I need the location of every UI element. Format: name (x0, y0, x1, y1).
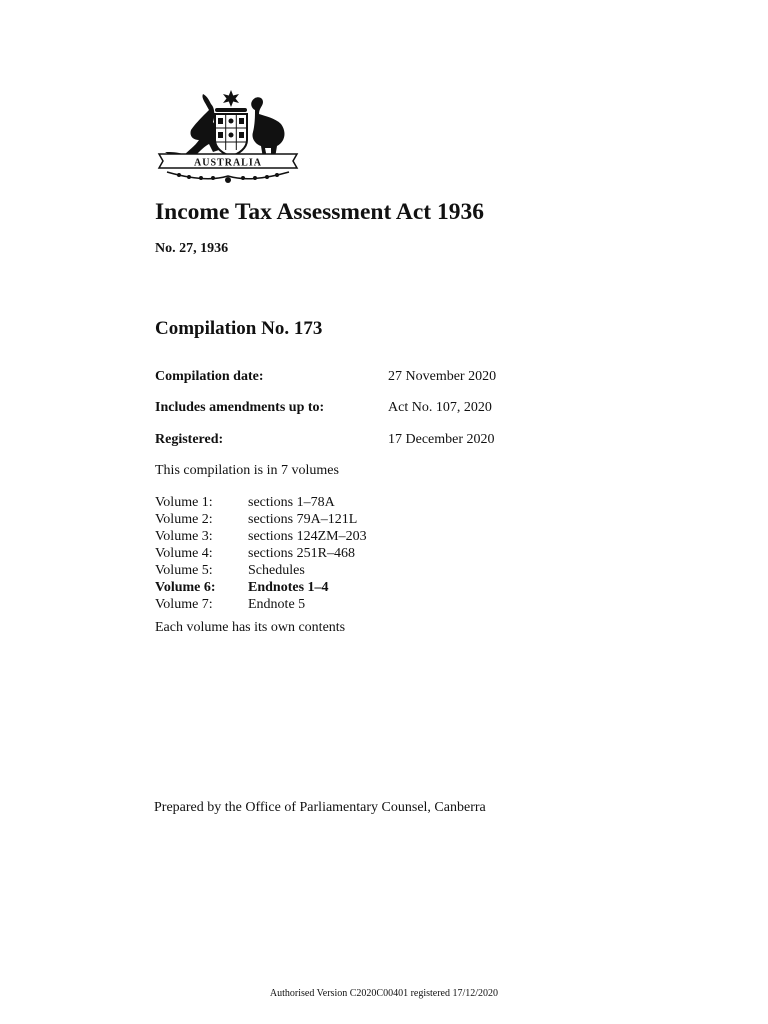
compilation-date-label: Compilation date: (155, 369, 264, 384)
compilation-date-value: 27 November 2020 (388, 369, 497, 384)
volumes-intro: This compilation is in 7 volumes (155, 463, 339, 478)
volume-sections: Endnotes 1–4 (248, 580, 329, 595)
act-title: Income Tax Assessment Act 1936 (155, 199, 485, 225)
volume-name: Volume 6: (155, 580, 216, 595)
volume-sections: Endnote 5 (248, 597, 306, 612)
amendments-label: Includes amendments up to: (155, 400, 325, 415)
registered-value: 17 December 2020 (388, 432, 495, 447)
volume-sections: Schedules (248, 563, 305, 578)
prepared-by: Prepared by the Office of Parliamentary Counsel, Canberra (154, 800, 486, 815)
coat-of-arms-emblem (155, 88, 301, 184)
volume-name: Volume 4: (155, 546, 213, 561)
volume-name: Volume 5: (155, 563, 213, 578)
crest-label: AUSTRALIA (194, 157, 262, 169)
volume-name: Volume 2: (155, 512, 213, 527)
compilation-heading: Compilation No. 173 (155, 318, 323, 339)
volume-sections: sections 124ZM–203 (248, 529, 367, 544)
volume-name: Volume 1: (155, 495, 213, 510)
registered-label: Registered: (155, 432, 224, 447)
contents-note: Each volume has its own contents (155, 620, 346, 635)
volume-name: Volume 7: (155, 597, 213, 612)
volume-name: Volume 3: (155, 529, 213, 544)
volume-sections: sections 79A–121L (248, 512, 358, 527)
amendments-value: Act No. 107, 2020 (388, 400, 492, 415)
volume-sections: sections 1–78A (248, 495, 335, 510)
page-footer: Authorised Version C2020C00401 registered 17/12/2020 (269, 988, 499, 999)
volume-sections: sections 251R–468 (248, 546, 355, 561)
act-number: No. 27, 1936 (155, 241, 229, 256)
